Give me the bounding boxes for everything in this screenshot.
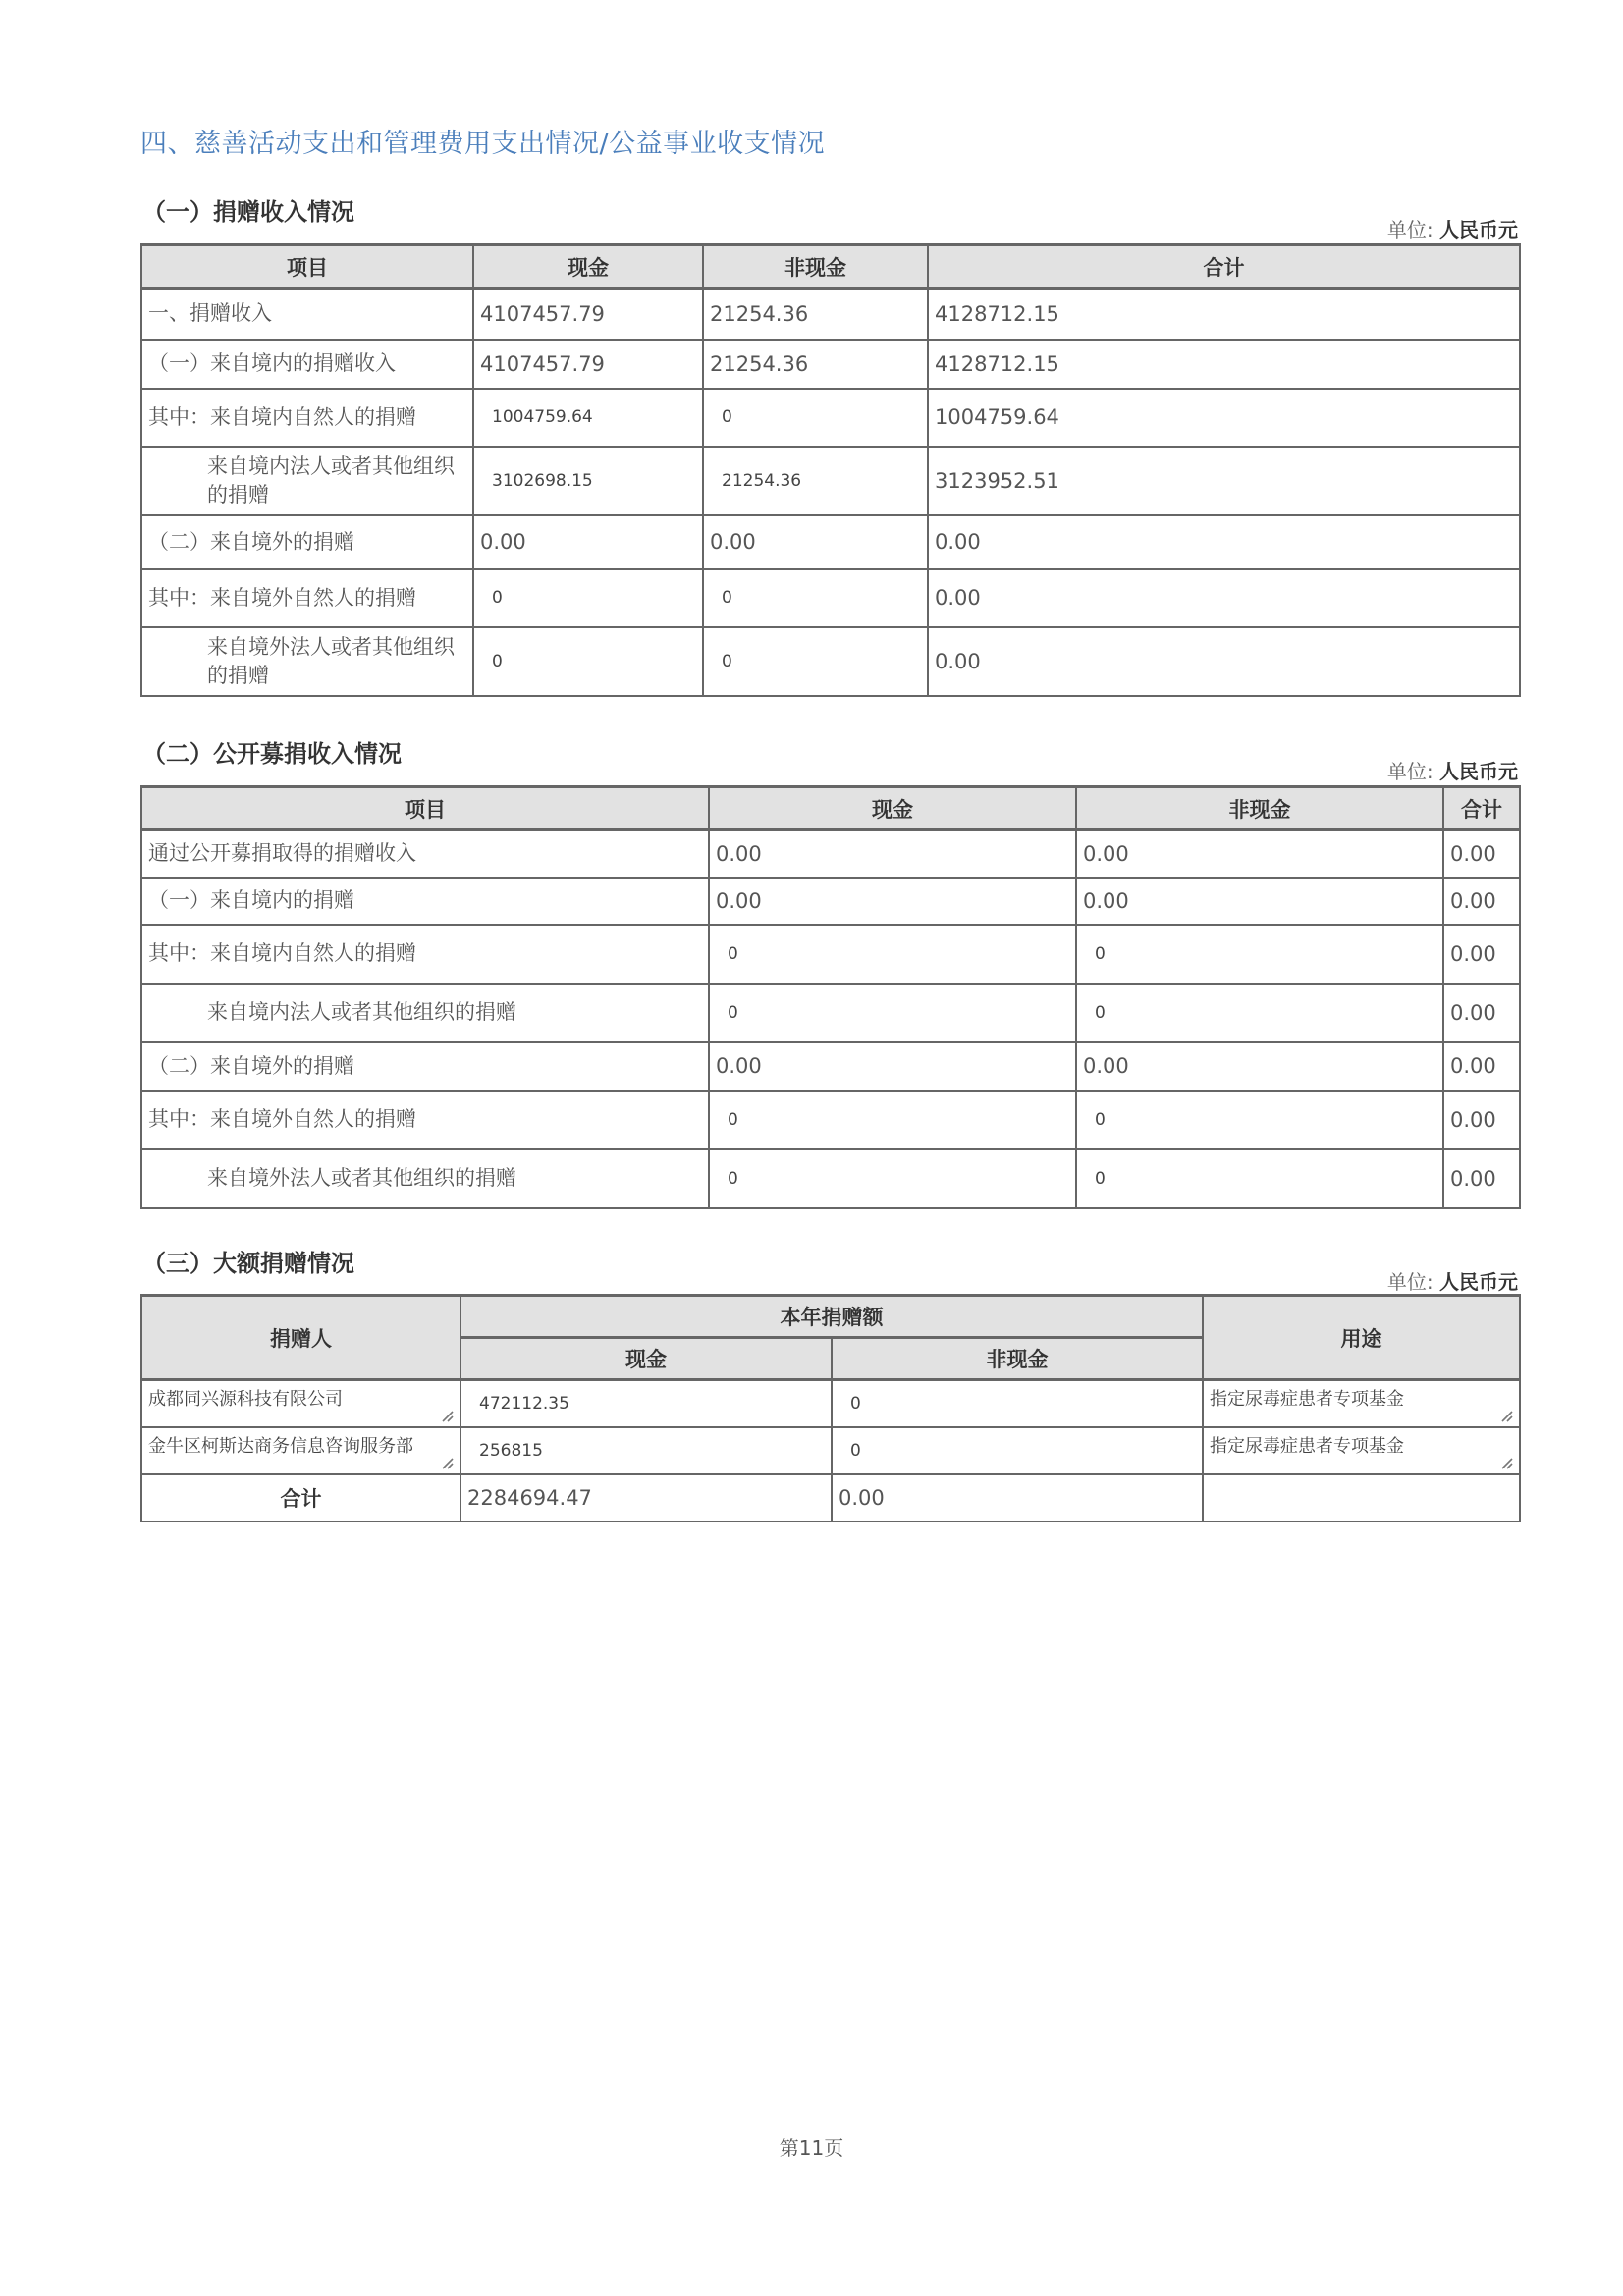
page-number: 第11页 xyxy=(779,2136,844,2160)
column-header-item: 项目 xyxy=(141,245,473,289)
unit-prefix: 单位: xyxy=(1386,1270,1434,1294)
unit-prefix: 单位: xyxy=(1386,218,1434,241)
noncash-input[interactable]: 0 xyxy=(703,569,928,627)
column-header-donor: 捐赠人 xyxy=(141,1296,460,1380)
cash-input[interactable]: 472112.35 xyxy=(460,1380,832,1427)
table-row xyxy=(141,569,1520,627)
cash-value: 4107457.79 xyxy=(473,340,703,389)
column-header-annual-amount: 本年捐赠额 xyxy=(460,1296,1203,1338)
noncash-input[interactable]: 0 xyxy=(703,627,928,696)
table-row xyxy=(141,289,1520,340)
noncash-input[interactable]: 0 xyxy=(1076,1091,1443,1149)
cash-input[interactable]: 0 xyxy=(473,627,703,696)
table-row xyxy=(141,925,1520,984)
column-header-total: 合计 xyxy=(928,245,1520,289)
noncash-value: 21254.36 xyxy=(703,340,928,389)
noncash-input[interactable]: 0 xyxy=(832,1427,1203,1474)
total-noncash: 0.00 xyxy=(832,1474,1203,1522)
table-row xyxy=(141,984,1520,1042)
total-value: 3123952.51 xyxy=(928,447,1520,515)
noncash-input[interactable]: 0 xyxy=(1076,925,1443,984)
row-item: 来自境外法人或者其他组织的捐赠 xyxy=(141,627,473,696)
table-row xyxy=(141,389,1520,447)
row-item: 通过公开募捐取得的捐赠收入 xyxy=(141,830,709,878)
row-item: 一、捐赠收入 xyxy=(141,289,473,340)
cash-input[interactable]: 0 xyxy=(473,569,703,627)
total-value: 0.00 xyxy=(928,515,1520,569)
unit-label xyxy=(1387,1266,1518,1295)
column-header-purpose: 用途 xyxy=(1203,1296,1520,1380)
cash-value: 0.00 xyxy=(709,830,1076,878)
table-row xyxy=(141,447,1520,515)
purpose-text: 指定尿毒症患者专项基金 xyxy=(1210,1435,1404,1457)
donor-input[interactable] xyxy=(141,1427,460,1474)
row-item: （二）来自境外的捐赠 xyxy=(141,1042,709,1091)
total-value: 0.00 xyxy=(1443,984,1520,1042)
column-header-noncash: 非现金 xyxy=(832,1338,1203,1380)
section-title-large-donations: （三）大额捐赠情况 xyxy=(142,1250,354,1277)
cash-value: 0.00 xyxy=(709,878,1076,925)
cash-input[interactable]: 3102698.15 xyxy=(473,447,703,515)
table-row xyxy=(141,1427,1520,1474)
purpose-input[interactable] xyxy=(1203,1427,1520,1474)
total-label: 合计 xyxy=(141,1474,460,1522)
section-title-public-fundraising: （二）公开募捐收入情况 xyxy=(142,740,402,768)
unit-value: 人民币元 xyxy=(1439,1270,1518,1294)
total-value: 0.00 xyxy=(1443,1091,1520,1149)
total-value: 0.00 xyxy=(928,627,1520,696)
total-value: 1004759.64 xyxy=(928,389,1520,447)
column-header-cash: 现金 xyxy=(460,1338,832,1380)
cash-value: 0.00 xyxy=(473,515,703,569)
table-header-row xyxy=(141,1296,1520,1338)
noncash-value: 0.00 xyxy=(703,515,928,569)
resize-handle-icon[interactable] xyxy=(1499,1409,1513,1422)
row-item: 其中：来自境外自然人的捐赠 xyxy=(141,1091,709,1149)
total-value: 4128712.15 xyxy=(928,289,1520,340)
table-row xyxy=(141,1149,1520,1208)
total-cash: 2284694.47 xyxy=(460,1474,832,1522)
table-row xyxy=(141,878,1520,925)
table-header-row xyxy=(141,245,1520,289)
cash-input[interactable]: 256815 xyxy=(460,1427,832,1474)
table-row xyxy=(141,627,1520,696)
total-value: 4128712.15 xyxy=(928,340,1520,389)
noncash-value: 21254.36 xyxy=(703,289,928,340)
table-header-row xyxy=(141,787,1520,830)
noncash-value: 0.00 xyxy=(1076,830,1443,878)
unit-value: 人民币元 xyxy=(1439,760,1518,783)
large-donations-table xyxy=(140,1294,1521,1522)
unit-label xyxy=(1387,756,1518,784)
column-header-total: 合计 xyxy=(1443,787,1520,830)
page-heading: 四、慈善活动支出和管理费用支出情况/公益事业收支情况 xyxy=(140,129,826,159)
noncash-input[interactable]: 0 xyxy=(1076,1149,1443,1208)
cash-value: 4107457.79 xyxy=(473,289,703,340)
noncash-value: 0.00 xyxy=(1076,878,1443,925)
total-value: 0.00 xyxy=(1443,830,1520,878)
row-item: 来自境内法人或者其他组织的捐赠 xyxy=(141,447,473,515)
resize-handle-icon[interactable] xyxy=(1499,1456,1513,1469)
noncash-input[interactable]: 0 xyxy=(832,1380,1203,1427)
resize-handle-icon[interactable] xyxy=(440,1456,454,1469)
section-title-donation-income: （一）捐赠收入情况 xyxy=(142,198,354,226)
column-header-item: 项目 xyxy=(141,787,709,830)
total-value: 0.00 xyxy=(1443,1149,1520,1208)
row-item: （一）来自境内的捐赠收入 xyxy=(141,340,473,389)
row-item: 其中：来自境内自然人的捐赠 xyxy=(141,925,709,984)
column-header-noncash: 非现金 xyxy=(1076,787,1443,830)
donor-name: 成都同兴源科技有限公司 xyxy=(148,1389,343,1410)
unit-label xyxy=(1387,214,1518,242)
table-row xyxy=(141,1042,1520,1091)
total-value: 0.00 xyxy=(1443,878,1520,925)
donor-name: 金牛区柯斯达商务信息咨询服务部 xyxy=(148,1435,413,1457)
row-item: 其中：来自境内自然人的捐赠 xyxy=(141,389,473,447)
total-value: 0.00 xyxy=(1443,1042,1520,1091)
table-row xyxy=(141,1091,1520,1149)
table-row xyxy=(141,515,1520,569)
noncash-input[interactable]: 21254.36 xyxy=(703,447,928,515)
column-header-noncash: 非现金 xyxy=(703,245,928,289)
cash-input[interactable]: 0 xyxy=(709,1149,1076,1208)
column-header-cash: 现金 xyxy=(709,787,1076,830)
row-item: （二）来自境外的捐赠 xyxy=(141,515,473,569)
row-item: （一）来自境内的捐赠 xyxy=(141,878,709,925)
table-row xyxy=(141,830,1520,878)
row-item: 来自境外法人或者其他组织的捐赠 xyxy=(141,1149,709,1208)
purpose-text: 指定尿毒症患者专项基金 xyxy=(1210,1389,1404,1410)
row-item: 其中：来自境外自然人的捐赠 xyxy=(141,569,473,627)
cash-input[interactable]: 0 xyxy=(709,925,1076,984)
donor-input[interactable] xyxy=(141,1380,460,1427)
unit-value: 人民币元 xyxy=(1439,218,1518,241)
resize-handle-icon[interactable] xyxy=(440,1409,454,1422)
table-row xyxy=(141,340,1520,389)
table-row xyxy=(141,1380,1520,1427)
cash-input[interactable]: 1004759.64 xyxy=(473,389,703,447)
row-item: 来自境内法人或者其他组织的捐赠 xyxy=(141,984,709,1042)
cash-value: 0.00 xyxy=(709,1042,1076,1091)
unit-prefix: 单位: xyxy=(1386,760,1434,783)
noncash-value: 0.00 xyxy=(1076,1042,1443,1091)
table-total-row xyxy=(141,1474,1520,1522)
cash-input[interactable]: 0 xyxy=(709,1091,1076,1149)
total-purpose xyxy=(1203,1474,1520,1522)
column-header-cash: 现金 xyxy=(473,245,703,289)
public-fundraising-table xyxy=(140,785,1521,1209)
cash-input[interactable]: 0 xyxy=(709,984,1076,1042)
purpose-input[interactable] xyxy=(1203,1380,1520,1427)
donation-income-table xyxy=(140,243,1521,697)
total-value: 0.00 xyxy=(1443,925,1520,984)
total-value: 0.00 xyxy=(928,569,1520,627)
noncash-input[interactable]: 0 xyxy=(703,389,928,447)
noncash-input[interactable]: 0 xyxy=(1076,984,1443,1042)
